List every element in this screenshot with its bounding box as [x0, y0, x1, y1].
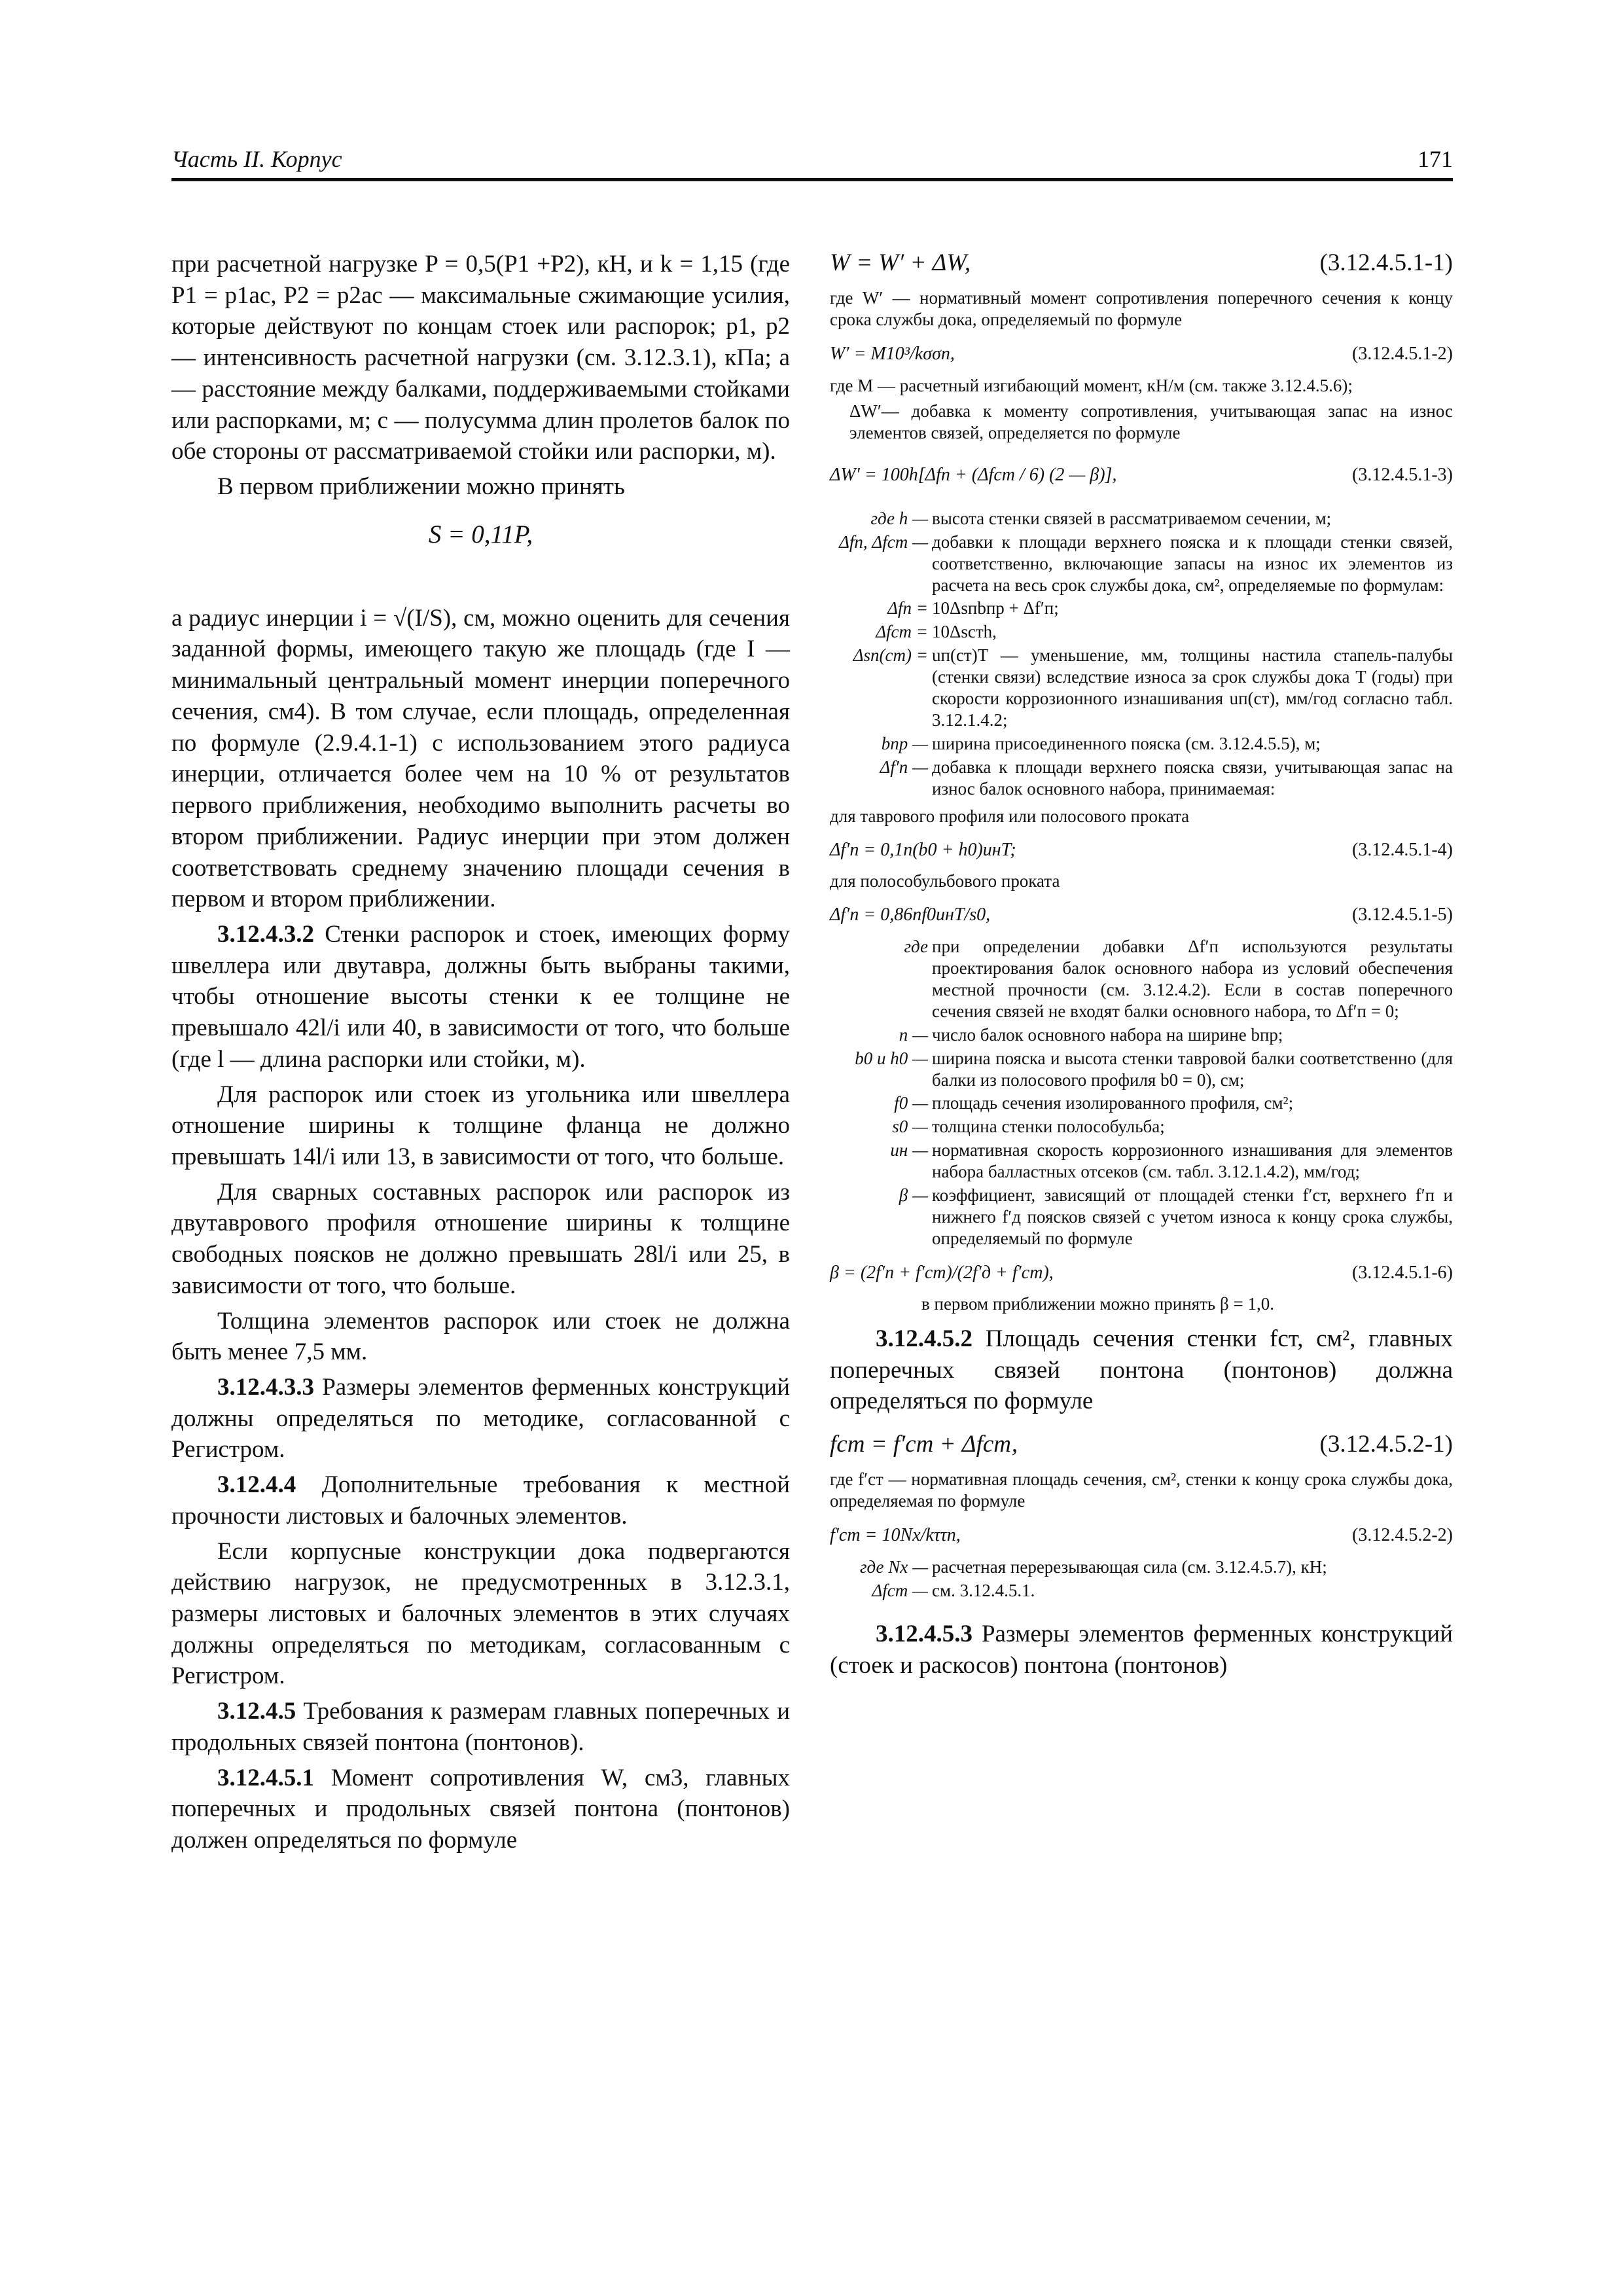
definition-term: где h —	[870, 508, 928, 528]
definition-row	[830, 1024, 1453, 1046]
equation-number: (3.12.4.5.1-5)	[1352, 904, 1453, 925]
left-column	[171, 249, 790, 1860]
definition-term: где	[904, 936, 928, 956]
equation-formula: β = (2f′п + f′ст)/(2f′д + f′ст),	[830, 1263, 1054, 1283]
definition-term: n —	[899, 1024, 928, 1045]
equation	[830, 905, 1453, 925]
clause-number: 3.12.4.5.1	[217, 1764, 314, 1791]
section-title: Часть II. Корпус	[171, 146, 342, 172]
equation-formula: Δf′п = 0,86nf0uнT/s0,	[830, 904, 991, 925]
definitions-list	[830, 508, 1453, 800]
definition-row	[830, 1116, 1453, 1138]
equation-formula: Δf′п = 0,1n(b0 + h0)uнT;	[830, 839, 1016, 860]
equation-formula: W = W′ + ΔW,	[830, 249, 971, 276]
definitions-list	[830, 1556, 1453, 1602]
definition-text: при определении добавки Δf′п используются результаты проектирования балок основного набора из условий обеспечения местной прочности (см. 3.12.4.2). Если в состав поперечного сечения связей не входят балки основного набора, то Δf′п = 0;	[932, 936, 1453, 1021]
paragraph: Для сварных составных распорок или распорок из двутаврового профиля отношение ширины к толщине свободных поясков не должно превышать 28l/i или 25, в зависимости от того, что больше.	[171, 1178, 790, 1299]
formula: S = 0,11P,	[428, 520, 533, 548]
paragraph	[830, 1323, 1453, 1417]
equation-number: (3.12.4.5.1-1)	[1319, 249, 1453, 276]
equation-number: (3.12.4.5.2-2)	[1352, 1525, 1453, 1546]
clause-number: 3.12.4.3.2	[217, 920, 314, 948]
clause-number: 3.12.4.5.3	[876, 1620, 972, 1647]
paragraph	[171, 919, 790, 1075]
definition-text: коэффициент, зависящий от площадей стенки f′ст, верхнего f′п и нижнего f′д поясков связей с учетом износа к концу срока службы, определяемый по формуле	[932, 1185, 1453, 1249]
definitions-list	[830, 936, 1453, 1249]
equation	[830, 465, 1453, 486]
equation-formula: f′ст = 10Nx/kττn,	[830, 1525, 961, 1546]
definition-text: толщина стенки полособульба;	[932, 1117, 1165, 1137]
equation-formula: W′ = M10³/kσσn,	[830, 343, 955, 364]
equation	[830, 249, 1453, 277]
definition-text: высота стенки связей в рассматриваемом сечении, м;	[932, 508, 1332, 528]
clause-text: Размеры элементов ферменных конструкций (стоек и раскосов) понтона (понтонов)	[830, 1620, 1454, 1679]
definition-term: f0 —	[894, 1093, 928, 1113]
note: в первом приближении можно принять β = 1,0.	[921, 1294, 1274, 1314]
paragraph: а радиус инерции i = √(I/S), см, можно оценить для сечения заданной формы, имеющего такую же площадь (где I — минимальный центральный момент инерции поперечного сечения, см4). В том случае, если площадь, определенная по формуле (2.9.4.1-1) с использованием этого радиуса инерции, отличается более чем на 10 % от результатов первого приближения, необходимо выполнить расчеты во втором приближении. Радиус инерции при этом должен соответствовать среднему значению площади сечения в первом и втором приближении.	[171, 604, 790, 913]
paragraph: Если корпусные конструкции дока подвергаются действию нагрузок, не предусмотренных в 3.12.3.1, размеры листовых и балочных элементов в этих случаях должны определяться по методикам, согласованным с Регистром.	[171, 1537, 790, 1690]
definition-term: bпр —	[881, 734, 928, 754]
definition-text: uп(ст)T — уменьшение, мм, толщины настила стапель-палубы (стенки связи) вследствие износа за срок службы дока T (годы) при скорости коррозионного изнашивания uп(ст), мм/год согласно табл. 3.12.1.4.2;	[932, 645, 1453, 730]
paragraph	[171, 1763, 790, 1856]
clause-number: 3.12.4.3.3	[217, 1374, 314, 1401]
definition-term: Δfп =	[887, 598, 928, 619]
definition-row	[830, 1048, 1453, 1091]
where-clause: где M — расчетный изгибающий момент, кН/м (см. также 3.12.4.5.6);	[830, 375, 1353, 395]
definition-text: площадь сечения изолированного профиля, см²;	[932, 1093, 1294, 1113]
clause-text: Размеры элементов ферменных конструкций должны определяться по методике, согласованной с Регистром.	[171, 1374, 791, 1463]
equation-number: (3.12.4.5.2-1)	[1319, 1431, 1453, 1458]
definition-term: uн —	[890, 1140, 928, 1160]
running-header	[171, 145, 1453, 179]
definition-text: см. 3.12.4.5.1.	[932, 1580, 1035, 1600]
equation	[830, 840, 1453, 861]
equation-formula: ΔW′ = 100h[Δfп + (Δfст / 6) (2 — β)],	[830, 464, 1117, 485]
note: для таврового профиля или полосового проката	[830, 806, 1190, 826]
equation	[830, 1430, 1453, 1458]
definition-text: ширина присоединенного пояска (см. 3.12.4.5.5), м;	[932, 734, 1321, 754]
equation	[830, 1525, 1453, 1546]
equation-formula: fст = f′ст + Δfст,	[830, 1431, 1018, 1458]
definition-term: Δsп(ст) =	[853, 645, 928, 666]
where-clause: ΔW′— добавка к моменту сопротивления, учитывающая запас на износ элементов связей, определяется по формуле	[849, 401, 1453, 442]
definition-row	[830, 598, 1453, 619]
paragraph	[171, 1469, 790, 1532]
definition-term: Δf′п —	[880, 757, 928, 777]
definition-term: b0 и h0 —	[855, 1048, 928, 1068]
paragraph	[171, 1696, 790, 1758]
definition-row	[830, 1092, 1453, 1114]
equation-number: (3.12.4.5.1-6)	[1352, 1263, 1453, 1283]
definition-row	[830, 1556, 1453, 1578]
paragraph: при расчетной нагрузке P = 0,5(P1 +P2), кН, и k = 1,15 (где P1 = p1ac, P2 = p2ac — максимальные сжимающие усилия, которые действуют по концам стоек или распорок; p1, p2 — интенсивность расчетной нагрузки (см. 3.12.3.1), кПа; a — расстояние между балками, поддерживаемыми стойками или распорками, м; c — полусумма длин пролетов балок по обе стороны от рассматриваемой стойки или распорки, м).	[171, 251, 790, 465]
where-clause: где W′ — нормативный момент сопротивления поперечного сечения к концу срока службы дока, определяемый по формуле	[830, 288, 1453, 329]
equation	[830, 1263, 1453, 1283]
definition-text: расчетная перерезывающая сила (см. 3.12.4.5.7), кН;	[932, 1557, 1327, 1577]
paragraph: Для распорок или стоек из угольника или швеллера отношение ширины к толщине фланца не должно превышать 14l/i или 13, в зависимости от того, что больше.	[171, 1081, 790, 1170]
definition-text: добавки к площади верхнего пояска и к площади стенки связей, соответственно, включающие запасы на износ их элементов из расчета на весь срок службы дока, см², определяемые по формулам:	[932, 531, 1453, 595]
definition-term: s0 —	[892, 1117, 928, 1137]
clause-number: 3.12.4.5	[217, 1698, 296, 1725]
definition-row	[830, 645, 1453, 731]
definition-row	[830, 508, 1453, 529]
definition-term: Δfст =	[876, 622, 928, 642]
definition-text: добавка к площади верхнего пояска связи, учитывающая запас на износ балок основного набора, принимаемая:	[932, 757, 1453, 798]
definition-row	[830, 1139, 1453, 1183]
clause-text: Момент сопротивления W, см3, главных поперечных и продольных связей понтона (понтонов) должен определяться по формуле	[171, 1764, 791, 1854]
equation-number: (3.12.4.5.1-3)	[1352, 464, 1453, 485]
header-rule	[171, 178, 1453, 181]
definition-row	[830, 733, 1453, 755]
paragraph	[830, 1619, 1453, 1681]
definition-row	[830, 936, 1453, 1022]
where-clause: где f′ст — нормативная площадь сечения, см², стенки к концу срока службы дока, определяемая по формуле	[830, 1469, 1453, 1511]
page-number: 171	[1418, 146, 1453, 172]
definition-text: 10Δsстh,	[932, 622, 997, 642]
right-column	[830, 249, 1453, 1685]
clause-number: 3.12.4.4	[217, 1471, 296, 1499]
clause-number: 3.12.4.5.2	[876, 1325, 972, 1352]
definition-text: нормативная скорость коррозионного изнашивания для элементов набора балластных отсеков (см. табл. 3.12.1.4.2), мм/год;	[932, 1140, 1453, 1182]
paragraph: Толщина элементов распорок или стоек не должна быть менее 7,5 мм.	[171, 1307, 790, 1366]
definition-text: ширина пояска и высота стенки тавровой балки соответственно (для балки из полосового профиля b0 = 0), см;	[932, 1048, 1453, 1090]
definition-row	[830, 757, 1453, 800]
definition-text: 10Δsпbпр + Δf′п;	[932, 598, 1059, 619]
definition-row	[830, 621, 1453, 643]
definition-term: Δfст —	[872, 1580, 928, 1600]
definition-term: β —	[899, 1185, 928, 1206]
clause-text: Дополнительные требования к местной прочности листовых и балочных элементов.	[171, 1471, 791, 1530]
equation-number: (3.12.4.5.1-4)	[1352, 839, 1453, 860]
paragraph	[171, 1372, 790, 1465]
definition-row	[830, 1185, 1453, 1249]
definition-term: Δfп, Δfст —	[839, 531, 928, 552]
definition-term: где Nx —	[859, 1557, 928, 1577]
note: для полособульбового проката	[830, 870, 1060, 891]
definition-text: число балок основного набора на ширине bпр;	[932, 1024, 1283, 1045]
equation-number: (3.12.4.5.1-2)	[1352, 343, 1453, 364]
definition-row	[830, 531, 1453, 596]
equation	[830, 344, 1453, 365]
clause-text: Требования к размерам главных поперечных и продольных связей понтона (понтонов).	[171, 1698, 790, 1756]
definition-row	[830, 1580, 1453, 1602]
clause-text: Стенки распорок и стоек, имеющих форму швеллера или двутавра, должны быть выбраны такими, чтобы отношение высоты стенки к ее толщине не превышало 42l/i или 40, в зависимости от того, что больше (где l — длина распорки или стойки, м).	[171, 920, 790, 1073]
clause-text: Площадь сечения стенки fст, см², главных поперечных связей понтона (понтонов) должна определяться по формуле	[830, 1325, 1454, 1415]
paragraph: В первом приближении можно принять	[217, 473, 625, 501]
